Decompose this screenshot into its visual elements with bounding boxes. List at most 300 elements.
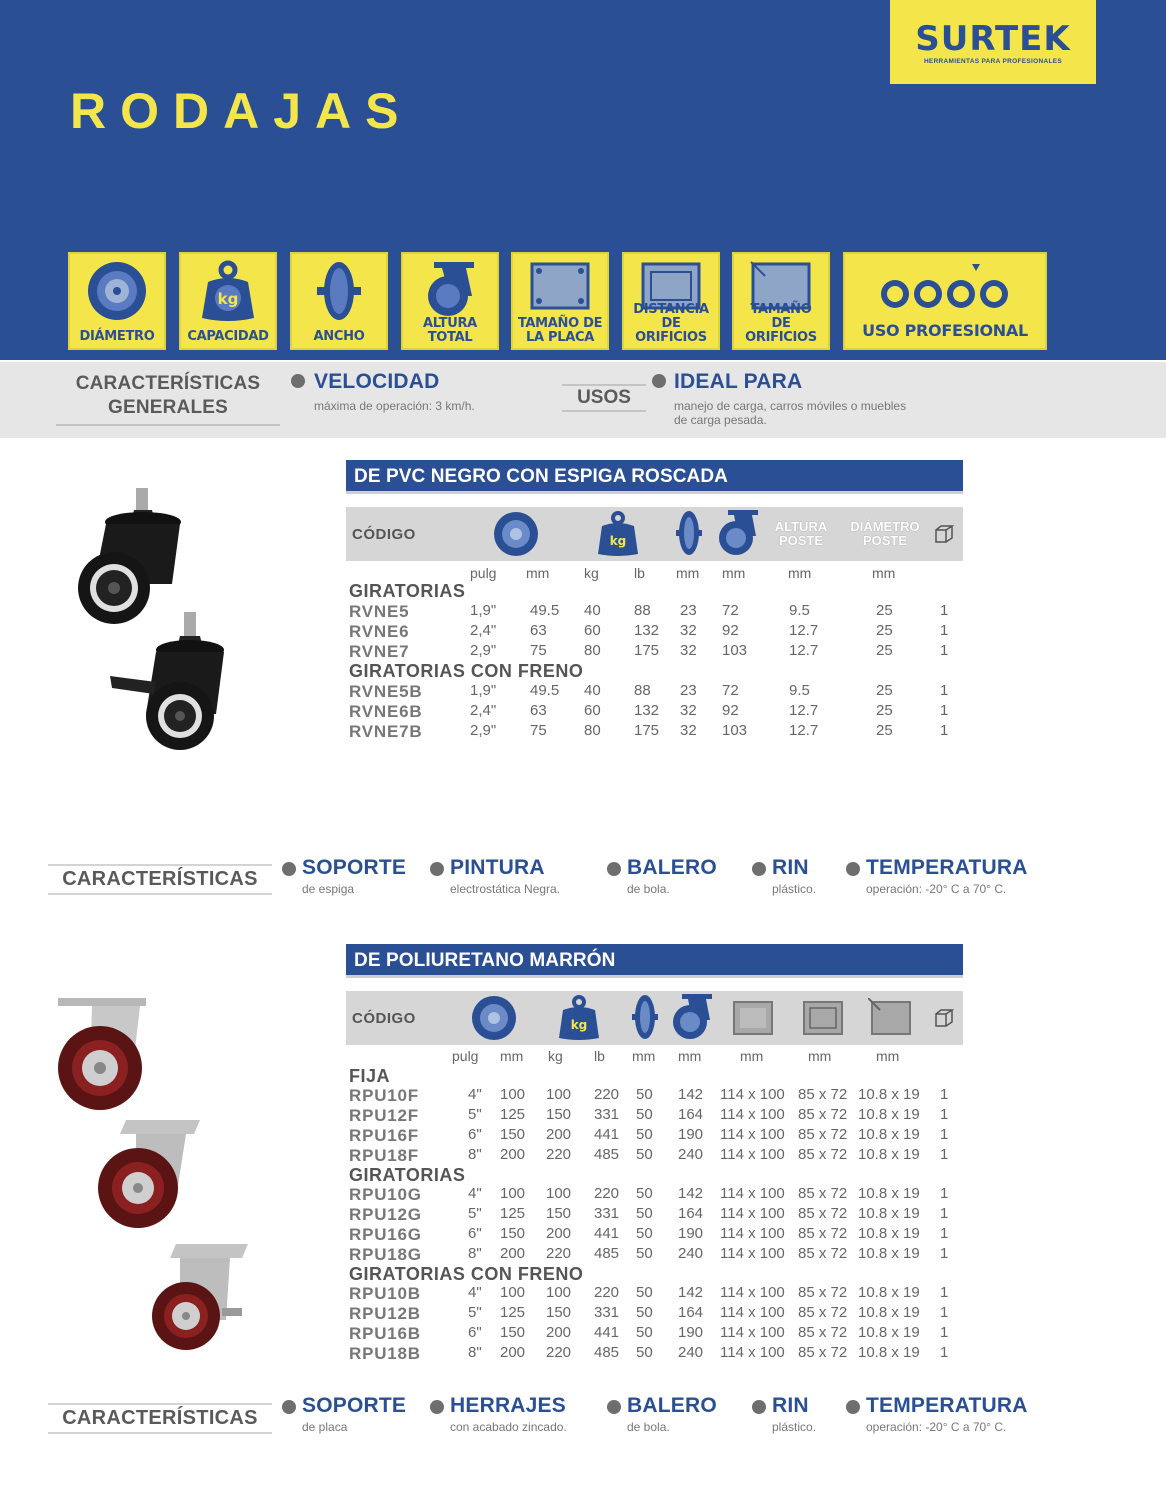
- pvc-section-title: DE PVC NEGRO CON ESPIGA ROSCADA: [346, 460, 963, 494]
- table-cell: 114 x 100: [720, 1324, 785, 1341]
- table-cell: 4": [468, 1284, 482, 1301]
- product-code: RPU18B: [349, 1344, 421, 1363]
- table-row: [0, 622, 1166, 642]
- table-cell: 132: [634, 622, 660, 639]
- table-cell: 1: [940, 1106, 949, 1123]
- table-cell: 92: [722, 622, 739, 639]
- table-cell: 220: [594, 1185, 620, 1202]
- table-cell: 1: [940, 1086, 949, 1103]
- height-label-line1: ALTURA: [423, 316, 477, 331]
- hole-size-label: [734, 303, 828, 345]
- table-cell: 2,9": [470, 642, 497, 659]
- product-code: RVNE5B: [349, 682, 423, 701]
- table-cell: 12.7: [789, 722, 819, 739]
- table-cell: 32: [680, 702, 697, 719]
- unit-label: mm: [876, 1048, 900, 1064]
- table-cell: 132: [634, 702, 660, 719]
- product-code: RVNE6: [349, 622, 410, 641]
- table-cell: 25: [876, 622, 893, 639]
- table-cell: 50: [636, 1146, 653, 1163]
- table-cell: 50: [636, 1106, 653, 1123]
- table-cell: 72: [722, 682, 739, 699]
- table-cell: 142: [678, 1284, 704, 1301]
- hole-distance-label-line1: DISTANCIA: [633, 302, 709, 317]
- table-cell: 100: [500, 1086, 526, 1103]
- table-cell: 8": [468, 1344, 482, 1361]
- table-cell: 240: [678, 1146, 704, 1163]
- table-cell: 25: [876, 702, 893, 719]
- pvc-diameter-header-icon: [492, 510, 540, 558]
- pu-package-header-icon: [934, 1008, 954, 1028]
- pvc-width-header-icon: [676, 510, 702, 556]
- table-cell: 200: [500, 1344, 526, 1361]
- table-cell: 1: [940, 682, 949, 699]
- bullet-icon: [430, 862, 444, 876]
- table-cell: 114 x 100: [720, 1086, 785, 1103]
- table-cell: 331: [594, 1304, 620, 1321]
- table-cell: 85 x 72: [798, 1324, 848, 1341]
- table-cell: 150: [500, 1126, 526, 1143]
- table-cell: 88: [634, 682, 651, 699]
- table-cell: 10.8 x 19: [858, 1146, 920, 1163]
- table-cell: 2,4": [470, 622, 497, 639]
- table-cell: 1: [940, 1225, 949, 1242]
- product-code: RVNE5: [349, 602, 410, 621]
- table-cell: 331: [594, 1106, 620, 1123]
- unit-label: mm: [526, 565, 550, 581]
- pu-features-title: CARACTERÍSTICAS: [48, 1403, 272, 1434]
- table-cell: 50: [636, 1344, 653, 1361]
- pu-hole-size-header-icon: [868, 998, 912, 1036]
- general-features-title: [56, 372, 280, 426]
- table-cell: 1: [940, 1185, 949, 1202]
- table-row: [0, 722, 1166, 742]
- table-row: [0, 1086, 1166, 1106]
- pu-hole-distance-header-icon: [802, 1000, 844, 1036]
- table-cell: 10.8 x 19: [858, 1086, 920, 1103]
- width-label: ANCHO: [313, 329, 365, 344]
- pvc-features-title: CARACTERÍSTICAS: [48, 864, 272, 895]
- table-cell: 10.8 x 19: [858, 1205, 920, 1222]
- table-row: [0, 1304, 1166, 1324]
- feature-text: de espiga: [302, 882, 355, 896]
- table-cell: 85 x 72: [798, 1086, 848, 1103]
- pu-group-swivel-brake: GIRATORIAS CON FRENO: [349, 1264, 584, 1284]
- unit-label: mm: [678, 1048, 702, 1064]
- table-cell: 1: [940, 1284, 949, 1301]
- feature-heading: PINTURA: [450, 856, 545, 879]
- feature-heading: HERRAJES: [450, 1394, 566, 1417]
- table-cell: 220: [546, 1245, 572, 1262]
- table-cell: 12.7: [789, 642, 819, 659]
- table-cell: 32: [680, 622, 697, 639]
- table-cell: 50: [636, 1225, 653, 1242]
- hole-size-label-line1: TAMAÑO: [750, 302, 812, 317]
- unit-label: mm: [500, 1048, 524, 1064]
- table-row: [0, 702, 1166, 722]
- table-cell: 114 x 100: [720, 1245, 785, 1262]
- table-cell: 441: [594, 1126, 620, 1143]
- feature-text: operación: -20° C a 70° C.: [866, 882, 1007, 896]
- product-code: RPU10B: [349, 1284, 421, 1303]
- table-cell: 85 x 72: [798, 1146, 848, 1163]
- table-cell: 114 x 100: [720, 1106, 785, 1123]
- feature-heading: BALERO: [627, 1394, 717, 1417]
- table-cell: 6": [468, 1324, 482, 1341]
- feature-heading: TEMPERATURA: [866, 1394, 1028, 1417]
- table-cell: 85 x 72: [798, 1225, 848, 1242]
- total-height-icon: [420, 260, 480, 318]
- feature-text: plástico.: [772, 882, 817, 896]
- product-code: RPU12B: [349, 1304, 421, 1323]
- product-code: RVNE7: [349, 642, 410, 661]
- speed-text: máxima de operación: 3 km/h.: [314, 399, 475, 413]
- table-cell: 441: [594, 1225, 620, 1242]
- bullet-icon: [752, 862, 766, 876]
- ideal-text-line2: de carga pesada.: [674, 413, 767, 427]
- feature-text: operación: -20° C a 70° C.: [866, 1420, 1007, 1434]
- product-code: RPU10G: [349, 1185, 422, 1204]
- professional-use-label: USO PROFESIONAL: [862, 321, 1028, 340]
- pu-capacity-header-icon: [557, 994, 601, 1042]
- table-cell: 23: [680, 602, 697, 619]
- table-cell: 25: [876, 682, 893, 699]
- pvc-kg-glyph: kg: [609, 534, 627, 548]
- table-cell: 485: [594, 1245, 620, 1262]
- plate-size-icon: [528, 260, 592, 312]
- table-cell: 125: [500, 1106, 526, 1123]
- table-cell: 1: [940, 1304, 949, 1321]
- table-cell: 1: [940, 1344, 949, 1361]
- table-cell: 23: [680, 682, 697, 699]
- table-cell: 200: [546, 1126, 572, 1143]
- table-cell: 1,9": [470, 682, 497, 699]
- table-cell: 331: [594, 1205, 620, 1222]
- table-cell: 1: [940, 642, 949, 659]
- table-cell: 50: [636, 1304, 653, 1321]
- table-cell: 220: [594, 1284, 620, 1301]
- table-cell: 1: [940, 1324, 949, 1341]
- pu-section-title: DE POLIURETANO MARRÓN: [346, 944, 963, 978]
- pu-group-swivel: GIRATORIAS: [349, 1165, 466, 1185]
- table-row: [0, 1146, 1166, 1166]
- unit-label: mm: [632, 1048, 656, 1064]
- table-cell: 220: [546, 1146, 572, 1163]
- table-cell: 10.8 x 19: [858, 1225, 920, 1242]
- ideal-for-heading: IDEAL PARA: [674, 370, 803, 393]
- table-row: [0, 1106, 1166, 1126]
- table-cell: 190: [678, 1225, 704, 1242]
- table-cell: 32: [680, 722, 697, 739]
- unit-label: mm: [676, 565, 700, 581]
- product-code: RPU12F: [349, 1106, 419, 1125]
- table-cell: 85 x 72: [798, 1106, 848, 1123]
- table-cell: 85 x 72: [798, 1185, 848, 1202]
- table-cell: 485: [594, 1146, 620, 1163]
- table-cell: 12.7: [789, 622, 819, 639]
- table-cell: 100: [546, 1086, 572, 1103]
- feature-heading: RIN: [772, 856, 809, 879]
- hole-distance-label-line2: DE ORIFICIOS: [635, 316, 707, 345]
- table-cell: 175: [634, 642, 660, 659]
- ideal-text-line1: manejo de carga, carros móviles o muebles: [674, 399, 907, 413]
- table-cell: 50: [636, 1205, 653, 1222]
- unit-label: lb: [594, 1048, 605, 1064]
- table-cell: 9.5: [789, 602, 810, 619]
- pu-plate-size-header-icon: [732, 1000, 774, 1036]
- pu-kg-glyph: kg: [570, 1018, 588, 1032]
- table-cell: 80: [584, 722, 601, 739]
- table-row: [0, 1225, 1166, 1245]
- table-cell: 441: [594, 1324, 620, 1341]
- table-cell: 9.5: [789, 682, 810, 699]
- table-cell: 114 x 100: [720, 1185, 785, 1202]
- table-cell: 6": [468, 1126, 482, 1143]
- table-row: [0, 1324, 1166, 1344]
- table-cell: 50: [636, 1324, 653, 1341]
- table-cell: 25: [876, 722, 893, 739]
- feature-text: con acabado zincado.: [450, 1420, 567, 1434]
- bullet-icon: [291, 374, 305, 388]
- general-title-line2: GENERALES: [107, 397, 229, 418]
- table-cell: 114 x 100: [720, 1205, 785, 1222]
- table-cell: 1: [940, 1146, 949, 1163]
- width-icon-box: [290, 252, 388, 350]
- table-cell: 190: [678, 1324, 704, 1341]
- table-row: [0, 1344, 1166, 1364]
- diameter-icon-box: [68, 252, 166, 350]
- table-cell: 2,9": [470, 722, 497, 739]
- table-cell: 103: [722, 722, 748, 739]
- table-cell: 63: [530, 702, 547, 719]
- wheel-width-icon: [317, 260, 361, 322]
- table-cell: 50: [636, 1086, 653, 1103]
- feature-text: plástico.: [772, 1420, 817, 1434]
- table-cell: 80: [584, 642, 601, 659]
- wheel-diameter-icon: [86, 260, 148, 322]
- table-cell: 85 x 72: [798, 1245, 848, 1262]
- table-cell: 200: [546, 1324, 572, 1341]
- capacity-label: CAPACIDAD: [187, 329, 269, 344]
- table-cell: 50: [636, 1126, 653, 1143]
- table-cell: 49.5: [530, 602, 560, 619]
- table-cell: 220: [546, 1344, 572, 1361]
- plate-size-label: [513, 317, 607, 345]
- table-cell: 114 x 100: [720, 1146, 785, 1163]
- pvc-post-height-header: [766, 520, 836, 548]
- unit-label: kg: [584, 565, 599, 581]
- post-height-line2: POSTE: [778, 533, 824, 548]
- table-row: [0, 1245, 1166, 1265]
- product-code: RPU18G: [349, 1245, 422, 1264]
- table-cell: 114 x 100: [720, 1126, 785, 1143]
- table-cell: 4": [468, 1185, 482, 1202]
- table-cell: 10.8 x 19: [858, 1284, 920, 1301]
- pvc-post-diameter-header: [842, 520, 928, 548]
- table-cell: 92: [722, 702, 739, 719]
- unit-label: kg: [548, 1048, 563, 1064]
- table-cell: 32: [680, 642, 697, 659]
- table-cell: 1: [940, 722, 949, 739]
- table-cell: 5": [468, 1205, 482, 1222]
- bullet-icon: [282, 1400, 296, 1414]
- pu-group-fixed: FIJA: [349, 1066, 391, 1086]
- table-row: [0, 1126, 1166, 1146]
- brand-name: SURTEK: [915, 19, 1071, 59]
- feature-heading: SOPORTE: [302, 1394, 407, 1417]
- plate-size-label-line1: TAMAÑO DE: [517, 316, 603, 331]
- table-row: [0, 602, 1166, 622]
- feature-heading: TEMPERATURA: [866, 856, 1028, 879]
- table-cell: 6": [468, 1225, 482, 1242]
- table-cell: 75: [530, 722, 547, 739]
- feature-heading: BALERO: [627, 856, 717, 879]
- table-cell: 100: [500, 1185, 526, 1202]
- hole-size-label-line2: DE ORIFICIOS: [745, 316, 817, 345]
- table-cell: 100: [500, 1284, 526, 1301]
- table-cell: 200: [500, 1245, 526, 1262]
- table-cell: 85 x 72: [798, 1205, 848, 1222]
- uses-label: USOS: [562, 384, 646, 412]
- table-cell: 164: [678, 1106, 704, 1123]
- table-cell: 85 x 72: [798, 1344, 848, 1361]
- feature-text: de bola.: [627, 882, 670, 896]
- table-cell: 60: [584, 702, 601, 719]
- unit-label: pulg: [470, 565, 497, 581]
- table-cell: 8": [468, 1146, 482, 1163]
- height-icon-box: [401, 252, 499, 350]
- product-code: RPU16G: [349, 1225, 422, 1244]
- product-code: RPU10F: [349, 1086, 419, 1105]
- pu-height-header-icon: [670, 992, 714, 1042]
- professional-use-icon: [880, 262, 1010, 312]
- feature-text: electrostática Negra.: [450, 882, 561, 896]
- table-cell: 164: [678, 1205, 704, 1222]
- product-code: RPU12G: [349, 1205, 422, 1224]
- pu-code-header: CÓDIGO: [352, 1010, 416, 1027]
- pvc-capacity-header-icon: [596, 510, 640, 558]
- feature-text: de bola.: [627, 1420, 670, 1434]
- table-cell: 85 x 72: [798, 1304, 848, 1321]
- table-cell: 100: [546, 1185, 572, 1202]
- table-cell: 10.8 x 19: [858, 1245, 920, 1262]
- unit-label: pulg: [452, 1048, 479, 1064]
- plate-size-label-line2: LA PLACA: [526, 330, 594, 345]
- feature-text: de placa: [302, 1420, 348, 1434]
- pvc-group-swivel-brake: GIRATORIAS CON FRENO: [349, 661, 584, 681]
- bullet-icon: [430, 1400, 444, 1414]
- ideal-for-text: [674, 399, 906, 427]
- table-cell: 175: [634, 722, 660, 739]
- weight-kg-icon: [198, 260, 258, 324]
- table-cell: 114 x 100: [720, 1304, 785, 1321]
- table-cell: 72: [722, 602, 739, 619]
- table-cell: 114 x 100: [720, 1225, 785, 1242]
- table-cell: 150: [546, 1106, 572, 1123]
- plate-size-icon-box: [511, 252, 609, 350]
- table-cell: 200: [546, 1225, 572, 1242]
- table-cell: 5": [468, 1106, 482, 1123]
- hole-distance-label: [624, 303, 718, 345]
- pvc-package-header-icon: [934, 524, 954, 544]
- table-cell: 200: [500, 1146, 526, 1163]
- table-cell: 40: [584, 602, 601, 619]
- table-cell: 1: [940, 602, 949, 619]
- table-row: [0, 1185, 1166, 1205]
- table-cell: 10.8 x 19: [858, 1185, 920, 1202]
- table-cell: 10.8 x 19: [858, 1304, 920, 1321]
- table-cell: 150: [546, 1304, 572, 1321]
- table-cell: 12.7: [789, 702, 819, 719]
- table-cell: 150: [546, 1205, 572, 1222]
- table-cell: 1: [940, 1245, 949, 1262]
- general-title-line1: CARACTERÍSTICAS: [75, 373, 261, 394]
- bullet-icon: [846, 862, 860, 876]
- table-cell: 8": [468, 1245, 482, 1262]
- height-label-line2: TOTAL: [427, 330, 473, 345]
- professional-use-icon-box: [843, 252, 1047, 350]
- bullet-icon: [607, 1400, 621, 1414]
- table-cell: 5": [468, 1304, 482, 1321]
- table-cell: 100: [546, 1284, 572, 1301]
- product-code: RPU18F: [349, 1146, 419, 1165]
- table-cell: 25: [876, 642, 893, 659]
- table-cell: 85 x 72: [798, 1284, 848, 1301]
- product-code: RVNE6B: [349, 702, 423, 721]
- bullet-icon: [846, 1400, 860, 1414]
- height-label: [403, 317, 497, 345]
- table-cell: 220: [594, 1086, 620, 1103]
- table-cell: 10.8 x 19: [858, 1324, 920, 1341]
- unit-label: lb: [634, 565, 645, 581]
- kg-glyph: kg: [217, 290, 239, 308]
- table-cell: 150: [500, 1324, 526, 1341]
- table-cell: 10.8 x 19: [858, 1126, 920, 1143]
- table-cell: 10.8 x 19: [858, 1106, 920, 1123]
- feature-heading: SOPORTE: [302, 856, 407, 879]
- unit-label: mm: [788, 565, 812, 581]
- table-cell: 1: [940, 1205, 949, 1222]
- hole-distance-icon-box: [622, 252, 720, 350]
- unit-label: mm: [722, 565, 746, 581]
- pvc-height-header-icon: [716, 508, 760, 558]
- product-code: RPU16B: [349, 1324, 421, 1343]
- table-cell: 25: [876, 602, 893, 619]
- table-cell: 50: [636, 1284, 653, 1301]
- table-cell: 190: [678, 1126, 704, 1143]
- post-diameter-line2: POSTE: [862, 533, 908, 548]
- unit-label: mm: [740, 1048, 764, 1064]
- pvc-group-swivel: GIRATORIAS: [349, 581, 466, 601]
- table-cell: 1: [940, 1126, 949, 1143]
- page-title: RODAJAS: [70, 83, 413, 139]
- feature-heading: RIN: [772, 1394, 809, 1417]
- brand-logo: [890, 0, 1096, 84]
- brand-tagline: HERRAMIENTAS PARA PROFESIONALES: [923, 58, 1063, 65]
- table-cell: 125: [500, 1205, 526, 1222]
- table-cell: 1: [940, 702, 949, 719]
- pvc-code-header: CÓDIGO: [352, 526, 416, 543]
- table-cell: 85 x 72: [798, 1126, 848, 1143]
- capacity-icon-box: [179, 252, 277, 350]
- table-row: [0, 1205, 1166, 1225]
- table-cell: 49.5: [530, 682, 560, 699]
- hole-size-icon-box: [732, 252, 830, 350]
- bullet-icon: [752, 1400, 766, 1414]
- table-cell: 114 x 100: [720, 1284, 785, 1301]
- table-cell: 1: [940, 622, 949, 639]
- table-cell: 164: [678, 1304, 704, 1321]
